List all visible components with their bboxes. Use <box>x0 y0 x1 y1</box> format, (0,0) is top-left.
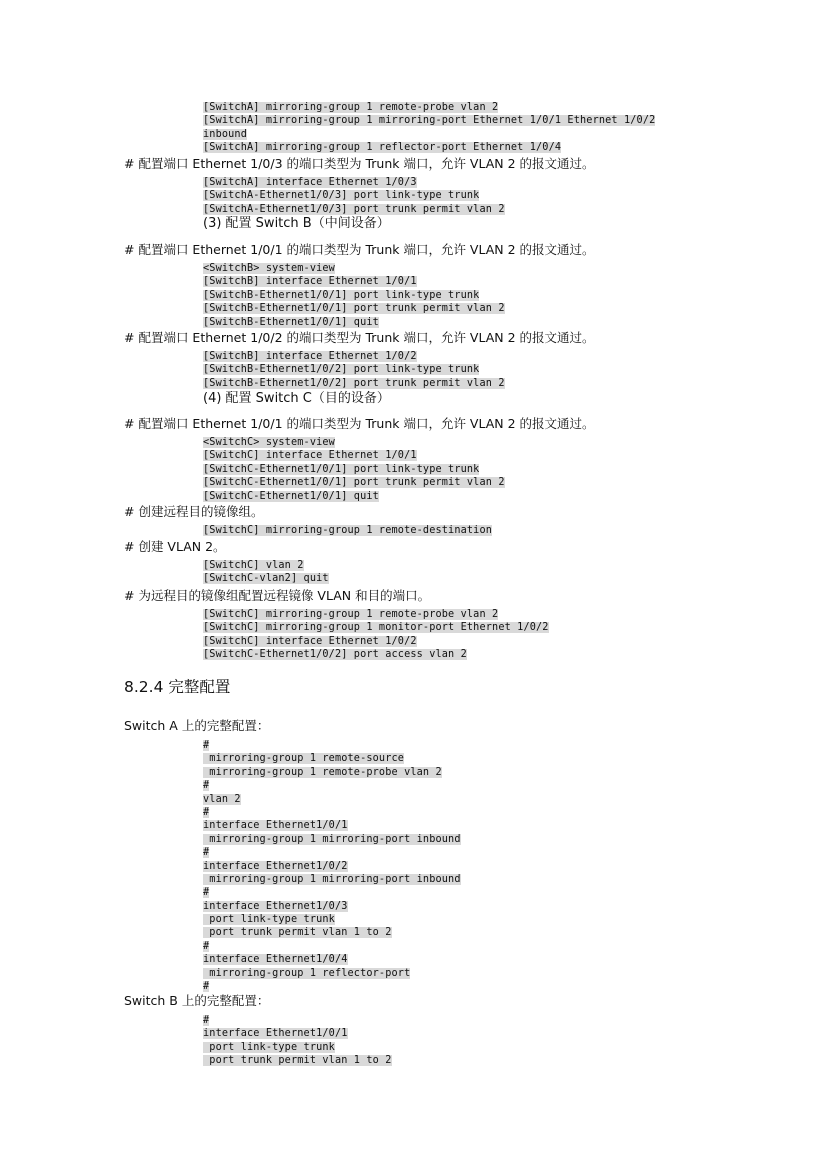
code-block-switchc-port-1-0-1 <box>203 433 505 500</box>
code-line <box>203 897 461 910</box>
code-line-text: [SwitchC] interface Ethernet 1/0/1 <box>203 450 417 462</box>
code-line <box>203 816 461 832</box>
code-line <box>203 446 505 462</box>
code-line <box>203 433 505 446</box>
comment-config-remote-probe-and-monitor-port: # 为远程目的镜像组配置远程镜像 VLAN 和目的端口。 <box>124 588 431 603</box>
code-line <box>203 790 461 803</box>
code-line <box>203 1038 392 1051</box>
code-line <box>203 521 492 534</box>
code-line-text: [SwitchB-Ethernet1/0/2] port link-type trunk <box>203 364 480 376</box>
code-line-text: [SwitchB-Ethernet1/0/1] quit <box>203 316 379 328</box>
comment-config-port-1-0-3: # 配置端口 Ethernet 1/0/3 的端口类型为 Trunk 端口，允许 VLAN 2 的报文通过。 <box>124 156 595 171</box>
code-line <box>203 749 461 765</box>
code-line <box>203 200 505 213</box>
code-line <box>203 645 549 661</box>
code-line-text: vlan 2 <box>203 793 241 805</box>
comment-config-switchb-port-1-0-1: # 配置端口 Ethernet 1/0/1 的端口类型为 Trunk 端口，允许 VLAN 2 的报文通过。 <box>124 242 595 257</box>
code-line <box>203 98 655 111</box>
code-line <box>203 830 461 843</box>
code-line <box>203 1024 392 1040</box>
code-line <box>203 374 505 387</box>
code-line <box>203 857 461 870</box>
label-switch-a-complete-config: Switch A 上的完整配置： <box>124 718 270 733</box>
code-line <box>203 173 505 186</box>
label-switch-b-complete-config: Switch B 上的完整配置： <box>124 993 270 1008</box>
code-line-text: # <box>203 940 210 952</box>
code-line <box>203 460 505 473</box>
code-line-text: port trunk permit vlan 1 to 2 <box>203 1055 392 1067</box>
code-line-text: interface Ethernet1/0/1 <box>203 1028 348 1040</box>
code-line-text: # <box>203 806 210 818</box>
code-line-text: interface Ethernet1/0/4 <box>203 954 348 966</box>
code-line-text: # <box>203 1015 210 1026</box>
code-block-switchb-port-1-0-2 <box>203 347 505 387</box>
code-line-text: [SwitchA-Ethernet1/0/3] port trunk permit vlan 2 <box>203 203 505 215</box>
step-configure-switch-c: (4) 配置 Switch C（目的设备） <box>203 391 390 406</box>
code-line-text: mirroring-group 1 remote-source <box>203 753 405 765</box>
code-line-text: port link-type trunk <box>203 1041 335 1053</box>
code-line <box>203 1051 392 1067</box>
code-line <box>203 556 329 569</box>
code-line-text: # <box>203 780 210 792</box>
code-line <box>203 870 461 883</box>
code-line-text: <SwitchC> system-view <box>203 437 335 448</box>
code-line-text: [SwitchA] mirroring-group 1 reflector-port Ethernet 1/0/4 <box>203 142 562 154</box>
code-line <box>203 286 505 299</box>
code-block-switchc-vlan-2 <box>203 556 329 583</box>
comment-config-switchc-port-1-0-1: # 配置端口 Ethernet 1/0/1 的端口类型为 Trunk 端口，允许 VLAN 2 的报文通过。 <box>124 416 595 431</box>
code-line <box>203 111 656 127</box>
code-block-switcha-mirroring <box>203 98 655 152</box>
comment-create-remote-destination-group: # 创建远程目的镜像组。 <box>124 504 264 519</box>
code-line-text: [SwitchA-Ethernet1/0/3] port link-type trunk <box>203 190 480 202</box>
code-line <box>203 883 461 899</box>
code-line-text: [SwitchB] interface Ethernet 1/0/2 <box>203 351 417 362</box>
code-line-text: mirroring-group 1 remote-probe vlan 2 <box>203 766 442 778</box>
code-line-text: mirroring-group 1 mirroring-port inbound <box>203 833 461 845</box>
section-title-complete-config: 8.2.4 完整配置 <box>124 678 231 696</box>
code-line-text: [SwitchA] mirroring-group 1 remote-probe vlan 2 <box>203 102 499 113</box>
code-line-text: [SwitchC-Ethernet1/0/1] quit <box>203 490 379 502</box>
code-line <box>203 473 505 489</box>
comment-create-vlan-2: # 创建 VLAN 2。 <box>124 539 226 554</box>
code-line-text: [SwitchC] mirroring-group 1 remote-destination <box>203 525 493 536</box>
code-line <box>203 977 461 993</box>
code-line-text: interface Ethernet1/0/1 <box>203 820 348 832</box>
code-line <box>203 569 329 585</box>
code-line-text: [SwitchA] interface Ethernet 1/0/3 <box>203 177 417 188</box>
code-line-text: interface Ethernet1/0/3 <box>203 900 348 912</box>
code-line-text: [SwitchA] mirroring-group 1 mirroring-port Ethernet 1/0/1 Ethernet 1/0/2 <box>203 115 656 127</box>
code-line-text: [SwitchC-Ethernet1/0/2] port access vlan 2 <box>203 649 467 661</box>
code-line-text: [SwitchB-Ethernet1/0/2] port trunk permit vlan 2 <box>203 377 505 389</box>
code-line-text: [SwitchB-Ethernet1/0/1] port link-type trunk <box>203 289 480 301</box>
code-line <box>203 487 505 500</box>
code-line-text: [SwitchB] interface Ethernet 1/0/1 <box>203 276 417 288</box>
code-line-text: port trunk permit vlan 1 to 2 <box>203 927 392 939</box>
code-line-text: [SwitchC] vlan 2 <box>203 560 304 571</box>
code-block-switchb-port-1-0-1 <box>203 259 505 326</box>
code-line-text: [SwitchC-Ethernet1/0/1] port link-type trunk <box>203 463 480 475</box>
code-line <box>203 923 461 939</box>
code-line-text: # <box>203 887 210 899</box>
code-line <box>203 125 655 138</box>
code-line <box>203 272 505 288</box>
code-line <box>203 313 505 326</box>
code-line-text: [SwitchC] interface Ethernet 1/0/2 <box>203 635 417 647</box>
code-line <box>203 776 461 792</box>
code-line-text: port link-type trunk <box>203 914 335 926</box>
code-line-text: mirroring-group 1 reflector-port <box>203 967 411 979</box>
code-line <box>203 843 461 859</box>
code-line <box>203 950 461 966</box>
code-line <box>203 763 461 776</box>
code-block-switcha-port-1-0-3 <box>203 173 505 213</box>
code-line <box>203 347 505 360</box>
code-line <box>203 360 505 376</box>
comment-config-switchb-port-1-0-2: # 配置端口 Ethernet 1/0/2 的端口类型为 Trunk 端口，允许 VLAN 2 的报文通过。 <box>124 330 595 345</box>
code-line-text: [SwitchC-vlan2] quit <box>203 573 329 585</box>
code-line-text: # <box>203 847 210 859</box>
code-line <box>203 937 461 950</box>
code-block-switchc-remote-destination <box>203 521 492 534</box>
code-block-switch-a-complete-config <box>203 736 461 993</box>
step-configure-switch-b: (3) 配置 Switch B（中间设备） <box>203 216 390 231</box>
code-line <box>203 736 461 749</box>
code-line <box>203 1011 392 1024</box>
code-line <box>203 186 505 202</box>
code-line-text: inbound <box>203 128 247 140</box>
code-line <box>203 910 461 926</box>
code-line <box>203 299 505 315</box>
code-line-text: [SwitchB-Ethernet1/0/1] port trunk permit vlan 2 <box>203 303 505 315</box>
code-line <box>203 605 549 618</box>
code-line <box>203 964 461 977</box>
code-line-text: [SwitchC] mirroring-group 1 monitor-port Ethernet 1/0/2 <box>203 622 549 634</box>
code-line-text: interface Ethernet1/0/2 <box>203 860 348 872</box>
code-line <box>203 138 655 154</box>
code-line-text: # <box>203 981 210 993</box>
code-line-text: <SwitchB> system-view <box>203 263 335 274</box>
code-block-switchc-remote-probe <box>203 605 549 659</box>
code-line <box>203 618 549 634</box>
code-block-switch-b-complete-config <box>203 1011 392 1065</box>
code-line <box>203 803 461 816</box>
code-line <box>203 259 505 272</box>
code-line-text: mirroring-group 1 mirroring-port inbound <box>203 873 461 885</box>
code-line-text: # <box>203 740 210 751</box>
code-line <box>203 632 549 645</box>
code-line-text: [SwitchC-Ethernet1/0/1] port trunk permit vlan 2 <box>203 477 505 489</box>
code-line-text: [SwitchC] mirroring-group 1 remote-probe vlan 2 <box>203 609 499 620</box>
